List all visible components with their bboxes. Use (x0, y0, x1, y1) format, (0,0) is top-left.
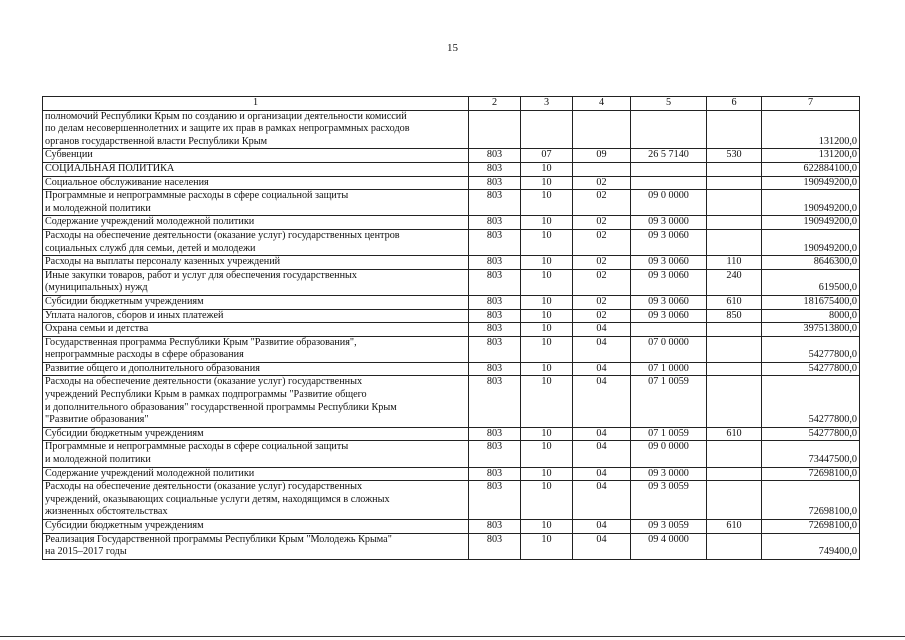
row-description: Содержание учреждений молодежной политики (43, 216, 469, 230)
row-subsection-code: 04 (573, 533, 631, 559)
row-gr-code: 803 (469, 336, 521, 362)
row-gr-code: 803 (469, 190, 521, 216)
page-bottom-rule (0, 636, 905, 637)
row-description: Субсидии бюджетным учреждениям (43, 427, 469, 441)
row-amount: 397513800,0 (762, 323, 860, 337)
row-amount: 8646300,0 (762, 256, 860, 270)
row-subsection-code: 02 (573, 216, 631, 230)
row-expense-type (707, 533, 762, 559)
row-subsection-code: 09 (573, 149, 631, 163)
header-cell: 6 (707, 97, 762, 111)
row-description: Охрана семьи и детства (43, 323, 469, 337)
table-row (43, 176, 860, 190)
row-expense-type: 110 (707, 256, 762, 270)
row-target-article (631, 176, 707, 190)
row-target-article: 09 3 0059 (631, 481, 707, 520)
table-row (43, 309, 860, 323)
row-section-code: 10 (521, 376, 573, 427)
row-gr-code: 803 (469, 481, 521, 520)
row-subsection-code: 04 (573, 481, 631, 520)
row-section-code: 07 (521, 149, 573, 163)
row-section-code: 10 (521, 309, 573, 323)
row-description: Расходы на выплаты персоналу казенных учреждений (43, 256, 469, 270)
table-row (43, 323, 860, 337)
row-amount: 619500,0 (762, 269, 860, 295)
row-gr-code: 803 (469, 229, 521, 255)
row-amount: 190949200,0 (762, 229, 860, 255)
header-cell: 4 (573, 97, 631, 111)
row-target-article: 07 1 0059 (631, 427, 707, 441)
row-section-code: 10 (521, 481, 573, 520)
table-row (43, 427, 860, 441)
header-cell: 3 (521, 97, 573, 111)
row-target-article: 09 3 0060 (631, 309, 707, 323)
row-description: Расходы на обеспечение деятельности (оказание услуг) государственных центров социальных служб для семьи, детей и молодежи (43, 229, 469, 255)
row-description: Субвенции (43, 149, 469, 163)
row-gr-code: 803 (469, 269, 521, 295)
row-expense-type (707, 376, 762, 427)
table-row (43, 441, 860, 467)
row-target-article: 09 0 0000 (631, 190, 707, 216)
row-subsection-code: 04 (573, 362, 631, 376)
row-target-article (631, 110, 707, 149)
row-gr-code: 803 (469, 427, 521, 441)
row-gr-code: 803 (469, 376, 521, 427)
row-description: СОЦИАЛЬНАЯ ПОЛИТИКА (43, 162, 469, 176)
row-gr-code: 803 (469, 162, 521, 176)
table-row (43, 362, 860, 376)
row-target-article: 09 3 0060 (631, 256, 707, 270)
row-gr-code: 803 (469, 323, 521, 337)
row-gr-code (469, 110, 521, 149)
row-subsection-code: 02 (573, 229, 631, 255)
row-subsection-code: 02 (573, 256, 631, 270)
table-row (43, 533, 860, 559)
row-amount: 131200,0 (762, 149, 860, 163)
row-gr-code: 803 (469, 467, 521, 481)
row-subsection-code (573, 110, 631, 149)
row-expense-type (707, 176, 762, 190)
row-gr-code: 803 (469, 256, 521, 270)
row-expense-type (707, 336, 762, 362)
row-expense-type (707, 229, 762, 255)
row-target-article (631, 162, 707, 176)
row-gr-code: 803 (469, 362, 521, 376)
row-description: Иные закупки товаров, работ и услуг для обеспечения государственных (муниципальных) нужд (43, 269, 469, 295)
row-subsection-code: 04 (573, 520, 631, 534)
row-amount: 181675400,0 (762, 295, 860, 309)
row-section-code: 10 (521, 295, 573, 309)
table-row (43, 256, 860, 270)
row-target-article: 09 3 0060 (631, 269, 707, 295)
row-target-article: 09 3 0000 (631, 216, 707, 230)
row-section-code (521, 110, 573, 149)
row-target-article (631, 323, 707, 337)
row-expense-type (707, 110, 762, 149)
header-cell: 2 (469, 97, 521, 111)
row-description: Программные и непрограммные расходы в сфере социальной защиты и молодежной политики (43, 441, 469, 467)
row-gr-code: 803 (469, 149, 521, 163)
row-amount: 72698100,0 (762, 481, 860, 520)
row-section-code: 10 (521, 467, 573, 481)
table-row (43, 520, 860, 534)
table-row (43, 269, 860, 295)
row-gr-code: 803 (469, 176, 521, 190)
row-target-article: 09 3 0060 (631, 229, 707, 255)
row-amount: 8000,0 (762, 309, 860, 323)
row-expense-type (707, 190, 762, 216)
row-expense-type (707, 216, 762, 230)
row-description: Государственная программа Республики Крым "Развитие образования", непрограммные расходы в сфере образования (43, 336, 469, 362)
row-description: Субсидии бюджетным учреждениям (43, 520, 469, 534)
row-description: Расходы на обеспечение деятельности (оказание услуг) государственных учреждений Республики Крым в рамках подпрограммы "Развитие общего и дополнительного образования" государственной программы Республики Крым "Развитие образования" (43, 376, 469, 427)
row-amount: 131200,0 (762, 110, 860, 149)
row-amount: 54277800,0 (762, 376, 860, 427)
row-subsection-code: 04 (573, 441, 631, 467)
row-description: Социальное обслуживание населения (43, 176, 469, 190)
row-description: Содержание учреждений молодежной политики (43, 467, 469, 481)
row-section-code: 10 (521, 229, 573, 255)
row-amount: 190949200,0 (762, 216, 860, 230)
row-subsection-code: 04 (573, 467, 631, 481)
row-amount: 190949200,0 (762, 176, 860, 190)
table-row (43, 110, 860, 149)
row-expense-type: 530 (707, 149, 762, 163)
row-gr-code: 803 (469, 309, 521, 323)
row-target-article: 07 0 0000 (631, 336, 707, 362)
row-amount: 54277800,0 (762, 336, 860, 362)
row-section-code: 10 (521, 216, 573, 230)
row-description: Программные и непрограммные расходы в сфере социальной защиты и молодежной политики (43, 190, 469, 216)
row-amount: 72698100,0 (762, 520, 860, 534)
row-description: Расходы на обеспечение деятельности (оказание услуг) государственных учреждений, оказывающих социальные услуги детям, находящимся в сложных жизненных обстоятельствах (43, 481, 469, 520)
row-amount: 72698100,0 (762, 467, 860, 481)
row-target-article: 09 3 0000 (631, 467, 707, 481)
row-description: Развитие общего и дополнительного образования (43, 362, 469, 376)
row-subsection-code: 04 (573, 427, 631, 441)
budget-table (42, 96, 860, 560)
row-description: полномочий Республики Крым по созданию и организации деятельности комиссий по делам несовершеннолетних и защите их прав в рамках непрограммных расходов органов государственной власти Республики Крым (43, 110, 469, 149)
row-target-article: 09 3 0060 (631, 295, 707, 309)
row-subsection-code: 04 (573, 336, 631, 362)
row-subsection-code: 02 (573, 176, 631, 190)
table-row (43, 149, 860, 163)
table-row (43, 162, 860, 176)
row-subsection-code (573, 162, 631, 176)
table-row (43, 336, 860, 362)
row-expense-type: 610 (707, 295, 762, 309)
row-section-code: 10 (521, 269, 573, 295)
table-row (43, 229, 860, 255)
row-expense-type (707, 162, 762, 176)
row-gr-code: 803 (469, 533, 521, 559)
row-section-code: 10 (521, 427, 573, 441)
row-subsection-code: 04 (573, 376, 631, 427)
row-expense-type (707, 481, 762, 520)
header-cell: 5 (631, 97, 707, 111)
row-expense-type: 850 (707, 309, 762, 323)
row-amount: 54277800,0 (762, 362, 860, 376)
row-section-code: 10 (521, 441, 573, 467)
row-subsection-code: 02 (573, 309, 631, 323)
table-row (43, 216, 860, 230)
row-subsection-code: 02 (573, 190, 631, 216)
row-description: Реализация Государственной программы Республики Крым "Молодежь Крыма" на 2015–2017 годы (43, 533, 469, 559)
row-expense-type (707, 362, 762, 376)
row-gr-code: 803 (469, 216, 521, 230)
row-section-code: 10 (521, 190, 573, 216)
row-target-article: 07 1 0000 (631, 362, 707, 376)
row-expense-type: 610 (707, 427, 762, 441)
row-expense-type: 240 (707, 269, 762, 295)
row-expense-type (707, 467, 762, 481)
row-section-code: 10 (521, 162, 573, 176)
row-expense-type (707, 323, 762, 337)
row-subsection-code: 02 (573, 295, 631, 309)
row-gr-code: 803 (469, 295, 521, 309)
row-target-article: 09 3 0059 (631, 520, 707, 534)
table-row (43, 295, 860, 309)
row-amount: 54277800,0 (762, 427, 860, 441)
row-section-code: 10 (521, 533, 573, 559)
header-row (43, 97, 860, 111)
row-gr-code: 803 (469, 441, 521, 467)
row-subsection-code: 04 (573, 323, 631, 337)
row-subsection-code: 02 (573, 269, 631, 295)
row-expense-type (707, 441, 762, 467)
table-row (43, 376, 860, 427)
row-expense-type: 610 (707, 520, 762, 534)
table-row (43, 190, 860, 216)
row-section-code: 10 (521, 323, 573, 337)
row-amount: 749400,0 (762, 533, 860, 559)
row-description: Субсидии бюджетным учреждениям (43, 295, 469, 309)
page-number: 15 (447, 42, 458, 54)
header-cell: 7 (762, 97, 860, 111)
row-amount: 190949200,0 (762, 190, 860, 216)
row-target-article: 09 0 0000 (631, 441, 707, 467)
row-section-code: 10 (521, 362, 573, 376)
row-section-code: 10 (521, 520, 573, 534)
row-gr-code: 803 (469, 520, 521, 534)
row-section-code: 10 (521, 256, 573, 270)
row-section-code: 10 (521, 176, 573, 190)
header-cell: 1 (43, 97, 469, 111)
row-target-article: 07 1 0059 (631, 376, 707, 427)
row-amount: 73447500,0 (762, 441, 860, 467)
table-row (43, 467, 860, 481)
row-target-article: 09 4 0000 (631, 533, 707, 559)
row-section-code: 10 (521, 336, 573, 362)
row-target-article: 26 5 7140 (631, 149, 707, 163)
table-row (43, 481, 860, 520)
row-amount: 622884100,0 (762, 162, 860, 176)
row-description: Уплата налогов, сборов и иных платежей (43, 309, 469, 323)
